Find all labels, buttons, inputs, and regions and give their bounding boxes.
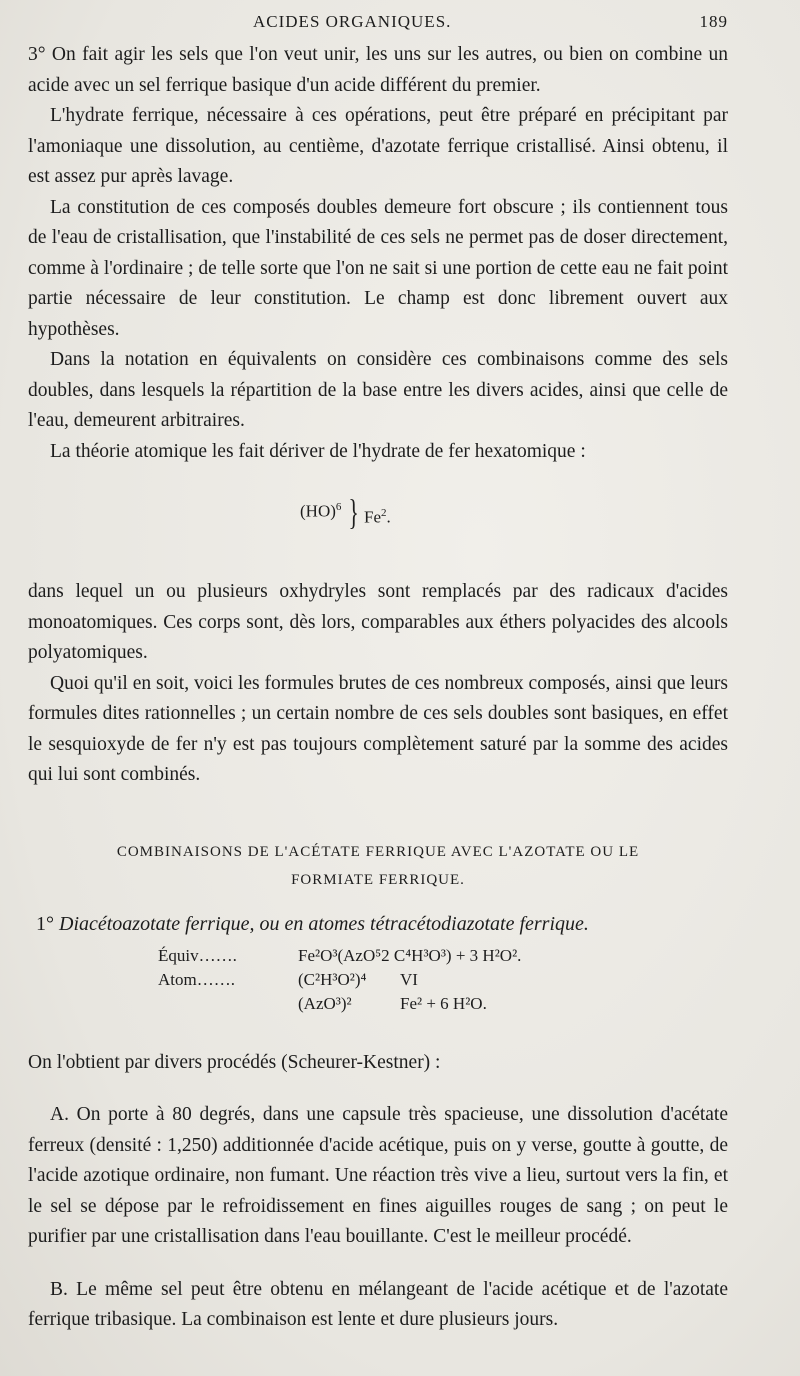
- paragraph: Quoi qu'il en soit, voici les formules brutes de ces nombreux composés, ainsi que leurs formules dites rationnelles ; un certain nombre de ces sels doubles sont basiques, en effet le sesquioxyde de fer n'y est pas toujours complètement saturé par la somme des acides qui lui sont combinés.: [28, 672, 728, 785]
- paragraph: B. Le même sel peut être obtenu en mélangeant de l'acide acétique et de l'azotate ferrique tribasique. La combinaison est lente et dure plusieurs jours.: [28, 1278, 728, 1330]
- running-title: ACIDES ORGANIQUES.: [253, 12, 452, 31]
- formula-left: (HO): [300, 501, 336, 521]
- hexatomic-formula: [28, 467, 728, 577]
- paragraph: 3° On fait agir les sels que l'on veut unir, les uns sur les autres, ou bien on combine un acide avec un sel ferrique basique d'un acide différent du premier.: [28, 44, 728, 96]
- atom-line1: (C²H³O²)⁴: [298, 969, 367, 989]
- formula-dot: .: [386, 507, 391, 527]
- running-header: [28, 12, 728, 40]
- paragraph: La constitution de ces composés doubles demeure fort obscure ; ils contiennent tous de l'eau de cristallisation, que l'instabilité de ces sels ne permet pas de doser directement, comme à l'ordinaire ; de telle sorte que l'on ne sait si une portion de cette eau ne fait point partie nécessaire de leur constitution. Le champ est donc librement ouvert aux hypothèses.: [28, 196, 728, 340]
- section-heading: [28, 839, 728, 893]
- compound-heading: [36, 913, 728, 936]
- formula-right-sup: 2: [381, 507, 387, 519]
- atom-line2: (AzO³)²: [298, 993, 352, 1013]
- compound-number: 1°: [36, 912, 54, 935]
- paragraph: Dans la notation en équivalents on considère ces combinaisons comme des sels doubles, dans lesquels la répartition de la base entre les divers acides, ainsi que celle de l'eau, demeurent arbitraires.: [28, 349, 728, 431]
- formula-right: Fe: [364, 507, 381, 527]
- section-heading-line2: FORMIATE FERRIQUE.: [291, 871, 465, 888]
- atom-line1-tail: VI: [400, 969, 418, 989]
- atom-label: Atom…….: [158, 969, 235, 989]
- equiv-formula: Fe²O³(AzO⁵2 C⁴H³O³) + 3 H²O².: [298, 945, 522, 965]
- atom-line2-tail: Fe² + 6 H²O.: [400, 993, 487, 1013]
- paragraph: dans lequel un ou plusieurs oxhydryles sont remplacés par des radicaux d'acides monoatomiques. Ces corps sont, dès lors, comparables aux éthers polyacides des alcools polyatomiques.: [28, 581, 728, 663]
- equiv-label: Équiv…….: [158, 945, 237, 965]
- formula-left-sup: 6: [335, 501, 342, 513]
- paragraph: On l'obtient par divers procédés (Scheurer-Kestner) :: [28, 1051, 441, 1073]
- formula-brace: }: [348, 492, 359, 532]
- formula-table: [28, 946, 728, 1026]
- page-number: 189: [699, 12, 728, 31]
- paragraph: L'hydrate ferrique, nécessaire à ces opérations, peut être préparé en précipitant par l'amoniaque une dissolution, au centième, d'azotate ferrique cristallisé. Ainsi obtenu, il est assez pur après lavage.: [28, 105, 728, 187]
- paragraph: La théorie atomique les fait dériver de l'hydrate de fer hexatomique :: [50, 440, 586, 462]
- compound-name: Diacétoazotate ferrique, ou en atomes tétracétodiazotate ferrique.: [59, 912, 589, 935]
- section-heading-line1: COMBINAISONS DE L'ACÉTATE FERRIQUE AVEC L'AZOTATE OU LE: [116, 843, 640, 860]
- paragraph: A. On porte à 80 degrés, dans une capsule très spacieuse, une dissolution d'acétate ferreux (densité : 1,250) additionnée d'acide acétique, puis on y verse, goutte à goutte, de l'acide azotique ordinaire, non fumant. Une réaction très vive a lieu, surtout vers la fin, et le sel se dépose par le refroidissement en fines aiguilles rouges de sang ; on peut le purifier par une cristallisation dans l'eau bouillante. C'est le meilleur procédé.: [28, 1104, 728, 1247]
